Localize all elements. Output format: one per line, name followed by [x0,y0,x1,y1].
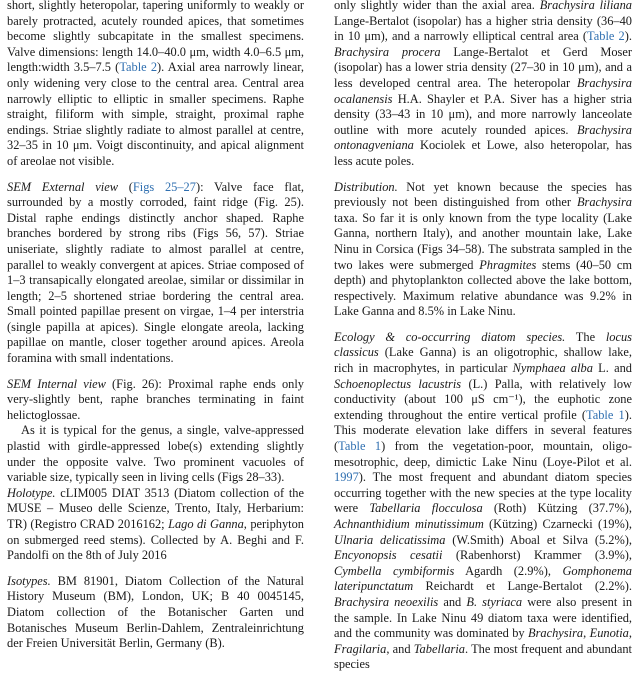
comparison-paragraph: only slightly wider than the axial area. Brachysira liliana Lange-Bertalot (isopolar) has a higher stria density (36–40 in 10 μm), and a narrowly elliptical central area (Table 2). Brachysira procera Lange-Bertalot et Gerd Moser (isopolar) has a lower stria density (27–30 in 10 μm), and a less developed central area. The heteropolar Brachysira ocalanensis H.A. Shayler et P.A. Siver has a higher stria density (33–43 in 10 μm), and more narrowly lanceolate outline with more acutely rounded apices. Brachysira ontonagveniana Kociolek et Lowe, also heteropolar, has less acute poles. [334,0,632,168]
table-1-link[interactable]: Table 1 [338,439,382,454]
isotypes-paragraph: Isotypes. BM 81901, Diatom Collection of the Natural History Museum (BM), London, UK; B 40 0045145, Diatom collection of the Botanischer Garten und Botanisches Museum Berlin-Dahlem, Zentraleinrichtung der Freien Universität Berlin, Germany (B). [7,573,304,651]
plastid-paragraph: As it is typical for the genus, a single, valve-appressed plastid with girdle-appressed lobe(s) extending slightly under the opposite valve. Two prominent vacuoles of variable size, typically seen in living cells (Figs 28–33). [7,423,304,485]
isotypes-heading: Isotypes. [7,573,51,588]
figs-25-27-link[interactable]: Figs 25–27 [132,179,196,194]
sem-internal-heading: SEM Internal view [7,376,106,391]
holotype-heading: Holotype. [7,485,56,500]
table-2-link[interactable]: Table 2 [587,29,625,44]
right-column [334,0,632,673]
table-2-link[interactable]: Table 2 [119,60,158,75]
sem-external-heading: SEM External view [7,179,118,194]
sem-internal-paragraph: SEM Internal view (Fig. 26): Proximal raphe ends only very-slightly bent, raphe branches terminating in faint helictoglossae. [7,376,304,422]
valve-description-paragraph: short, slightly heteropolar, tapering uniformly to weakly or barely protracted, acutely rounded apices, that sometimes become slightly subcapitate in the smallest specimens. Valve dimensions: length 14.0–40.0 μm, width 4.0–6.5 μm, length:width 3.5–7.5 (Table 2). Axial area narrowly linear, only widening very close to the central area. Central area narrowly elliptic to elliptic in smaller specimens. Raphe straight, filiform with simple, straight, proximal raphe endings. Striae slightly radiate to almost parallel at centre, 32–35 in 10 μm. Voigt discontinuity, and apical alignment of areolae not visible. [7,0,304,168]
ecology-paragraph: Ecology & co-occurring diatom species. The locus classicus (Lake Ganna) is an oligotrophic, shallow lake, rich in macrophytes, in particular Nymphaea alba L. and Schoenoplectus lacustris (L.) Palla, with relatively low conductivity (about 100 μS cm⁻¹), the euphotic zone extending throughout the entire vertical profile (Table 1). This moderate elevation lake differs in several features (Table 1) from the vegetation-poor, mountain, oligo-mesotrophic, deep, dimictic Lake Ninu (Loye-Pilot et al. 1997). The most frequent and abundant diatom species occurring together with the new species at the type locality were Tabellaria flocculosa (Roth) Kützing (37.7%), Achnanthidium minutissimum (Kützing) Czarnecki (19%), Ulnaria delicatissima (W.Smith) Aboal et Silva (5.2%), Encyonopsis cesatii (Rabenhorst) Krammer (3.9%), Cymbella cymbiformis Agardh (2.9%), Gomphonema lateripunctatum Reichardt et Lange-Bertalot (2.2%). Brachysira neoexilis and B. styriaca were also present in the sample. In Lake Ninu 49 diatom taxa were identified, and the community was dominated by Brachysira, Eunotia, Fragilaria, and Tabellaria. The most frequent and abundant species [334,329,633,672]
left-column [7,0,304,652]
citation-1997-link[interactable]: 1997 [334,470,359,485]
distribution-paragraph: Distribution. Not yet known because the species has previously not been distinguished from other Brachysira taxa. So far it is only known from the type locality (Lake Ganna, northern Italy), and another mountain lake, Lake Ninu in Corsica (Figs 34–58). The substrata sampled in the two lakes were submerged Phragmites stems (40–50 cm depth) and phytoplankton collected above the lake bottom, respectively. Maximum relative abundance was 9.2% in Lake Ganna and 8.5% in Lake Ninu. [334,179,632,319]
ecology-heading: Ecology & co-occurring diatom species. [334,329,566,344]
table-1-link[interactable]: Table 1 [586,407,625,422]
distribution-heading: Distribution. [334,179,398,194]
holotype-paragraph: Holotype. cLIM005 DIAT 3513 (Diatom collection of the MUSE – Museo delle Scienze, Trento, Italy, Herbarium: TR) (Registro CRAD 2016162; Lago di Ganna, periphyton on submerged reed stems). Collected by A. Beghi and F. Pandolfi on the 8th of July 2016 [7,485,304,563]
sem-external-paragraph: SEM External view (Figs 25–27): Valve face flat, surrounded by a mostly corroded, faint ridge (Fig. 25). Distal raphe endings distinctly anchor shaped. Raphe branches bordered by strong ribs (Figs 56, 57). Striae uniseriate, slightly radiate to almost parallel at centre, parallel to weakly convergent at apices. Striae composed of 1–3 transapically elongated areolae, similar or dissimilar in length; 2–5 shortened striae bordering the central area. Small pointed papillae present on virgae, 1–4 per interstria (single papilla at apices). Single elongate areola, lacking papillae on mantle, closer together around apices. Areola foramina with small indentations. [7,179,304,366]
